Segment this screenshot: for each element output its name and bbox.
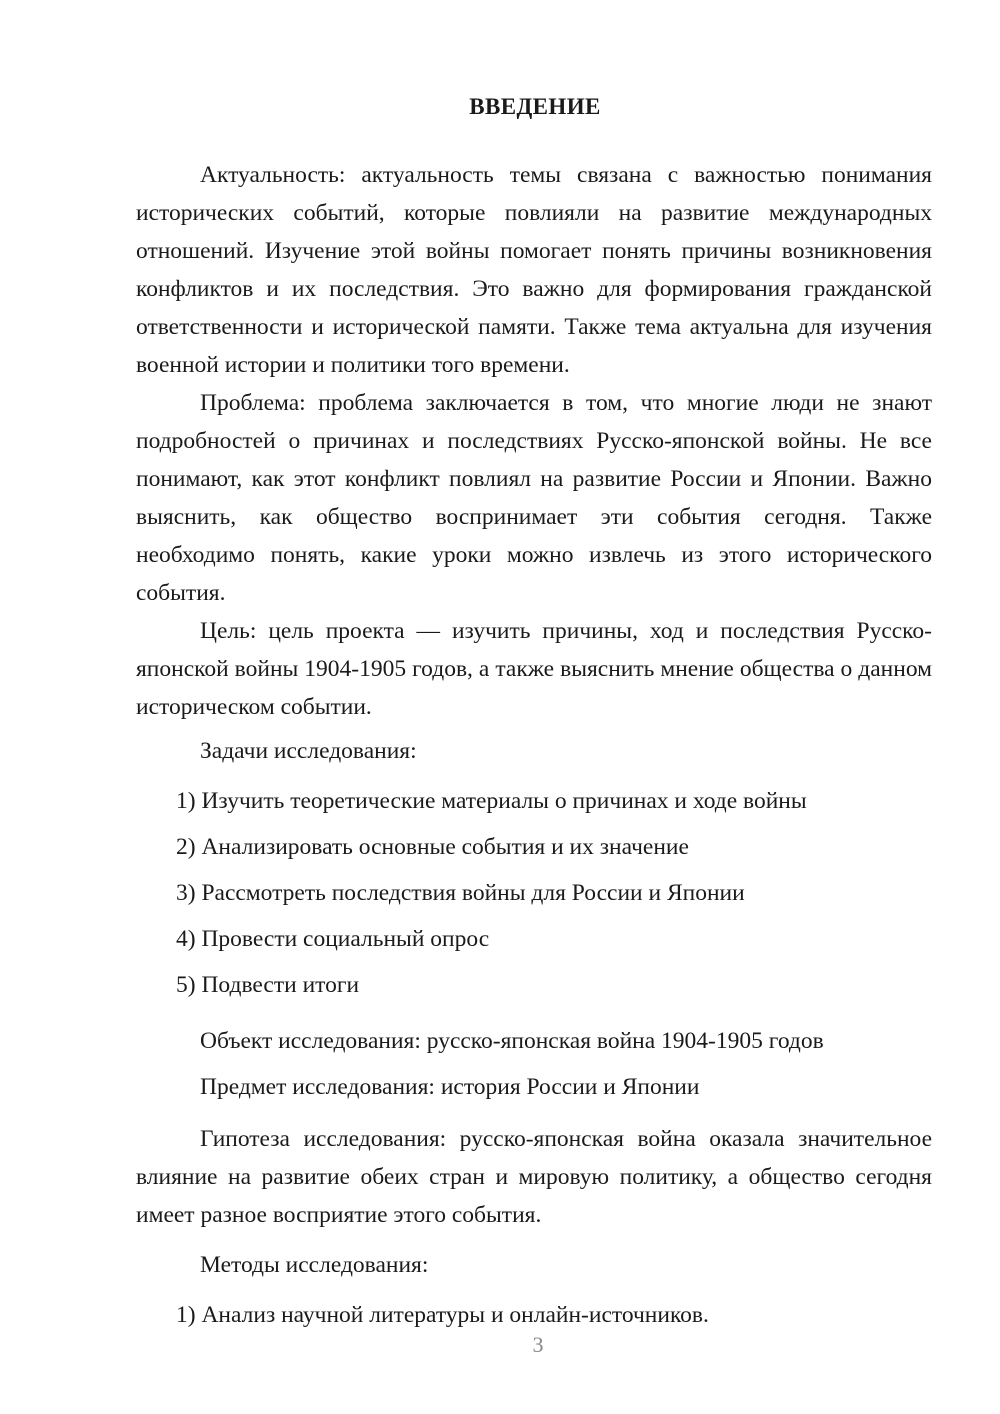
paragraph-hypothesis: Гипотеза исследования: русско-японская война оказала значительное влияние на развитие обеих стран и мировую политику, а общество сегодня имеет разное восприятие этого события. [136,1126,932,1228]
tasks-list [136,778,932,1008]
subject-of-study-line: Предмет исследования: история России и Японии [200,1074,700,1100]
tasks-heading: Задачи исследования: [200,738,417,764]
document-body [136,88,932,1338]
list-item: 1) Анализ научной литературы и онлайн-источников. [176,1302,709,1328]
page-number: 3 [532,1332,544,1357]
list-item: 5) Подвести итоги [176,972,360,998]
page-title: ВВЕДЕНИЕ [469,94,601,119]
methods-heading: Методы исследования: [200,1252,429,1278]
list-item: 1) Изучить теоретические материалы о причинах и ходе войны [176,788,807,814]
list-item: 2) Анализировать основные события и их значение [176,834,689,860]
list-item: 3) Рассмотреть последствия войны для России и Японии [176,880,745,906]
paragraph-goal: Цель: цель проекта — изучить причины, ход и последствия Русско-японской войны 1904-1905 годов, а также выяснить мнение общества о данном историческом событии. [136,618,932,720]
paragraph-relevance: Актуальность: актуальность темы связана с важностью понимания исторических событий, которые повлияли на развитие международных отношений. Изучение этой войны помогает понять причины возникновения конфликтов и их последствия. Это важно для формирования гражданской ответственности и исторической памяти. Также тема актуальна для изучения военной истории и политики того времени. [136,162,932,378]
list-item: 4) Провести социальный опрос [176,926,490,952]
paragraph-problem: Проблема: проблема заключается в том, что многие люди не знают подробностей о причинах и последствиях Русско-японской войны. Не все понимают, как этот конфликт повлиял на развитие России и Японии. Важно выяснить, как общество воспринимает эти события сегодня. Также необходимо понять, какие уроки можно извлечь из этого исторического события. [136,390,932,606]
object-of-study-line: Объект исследования: русско-японская война 1904-1905 годов [200,1028,824,1054]
